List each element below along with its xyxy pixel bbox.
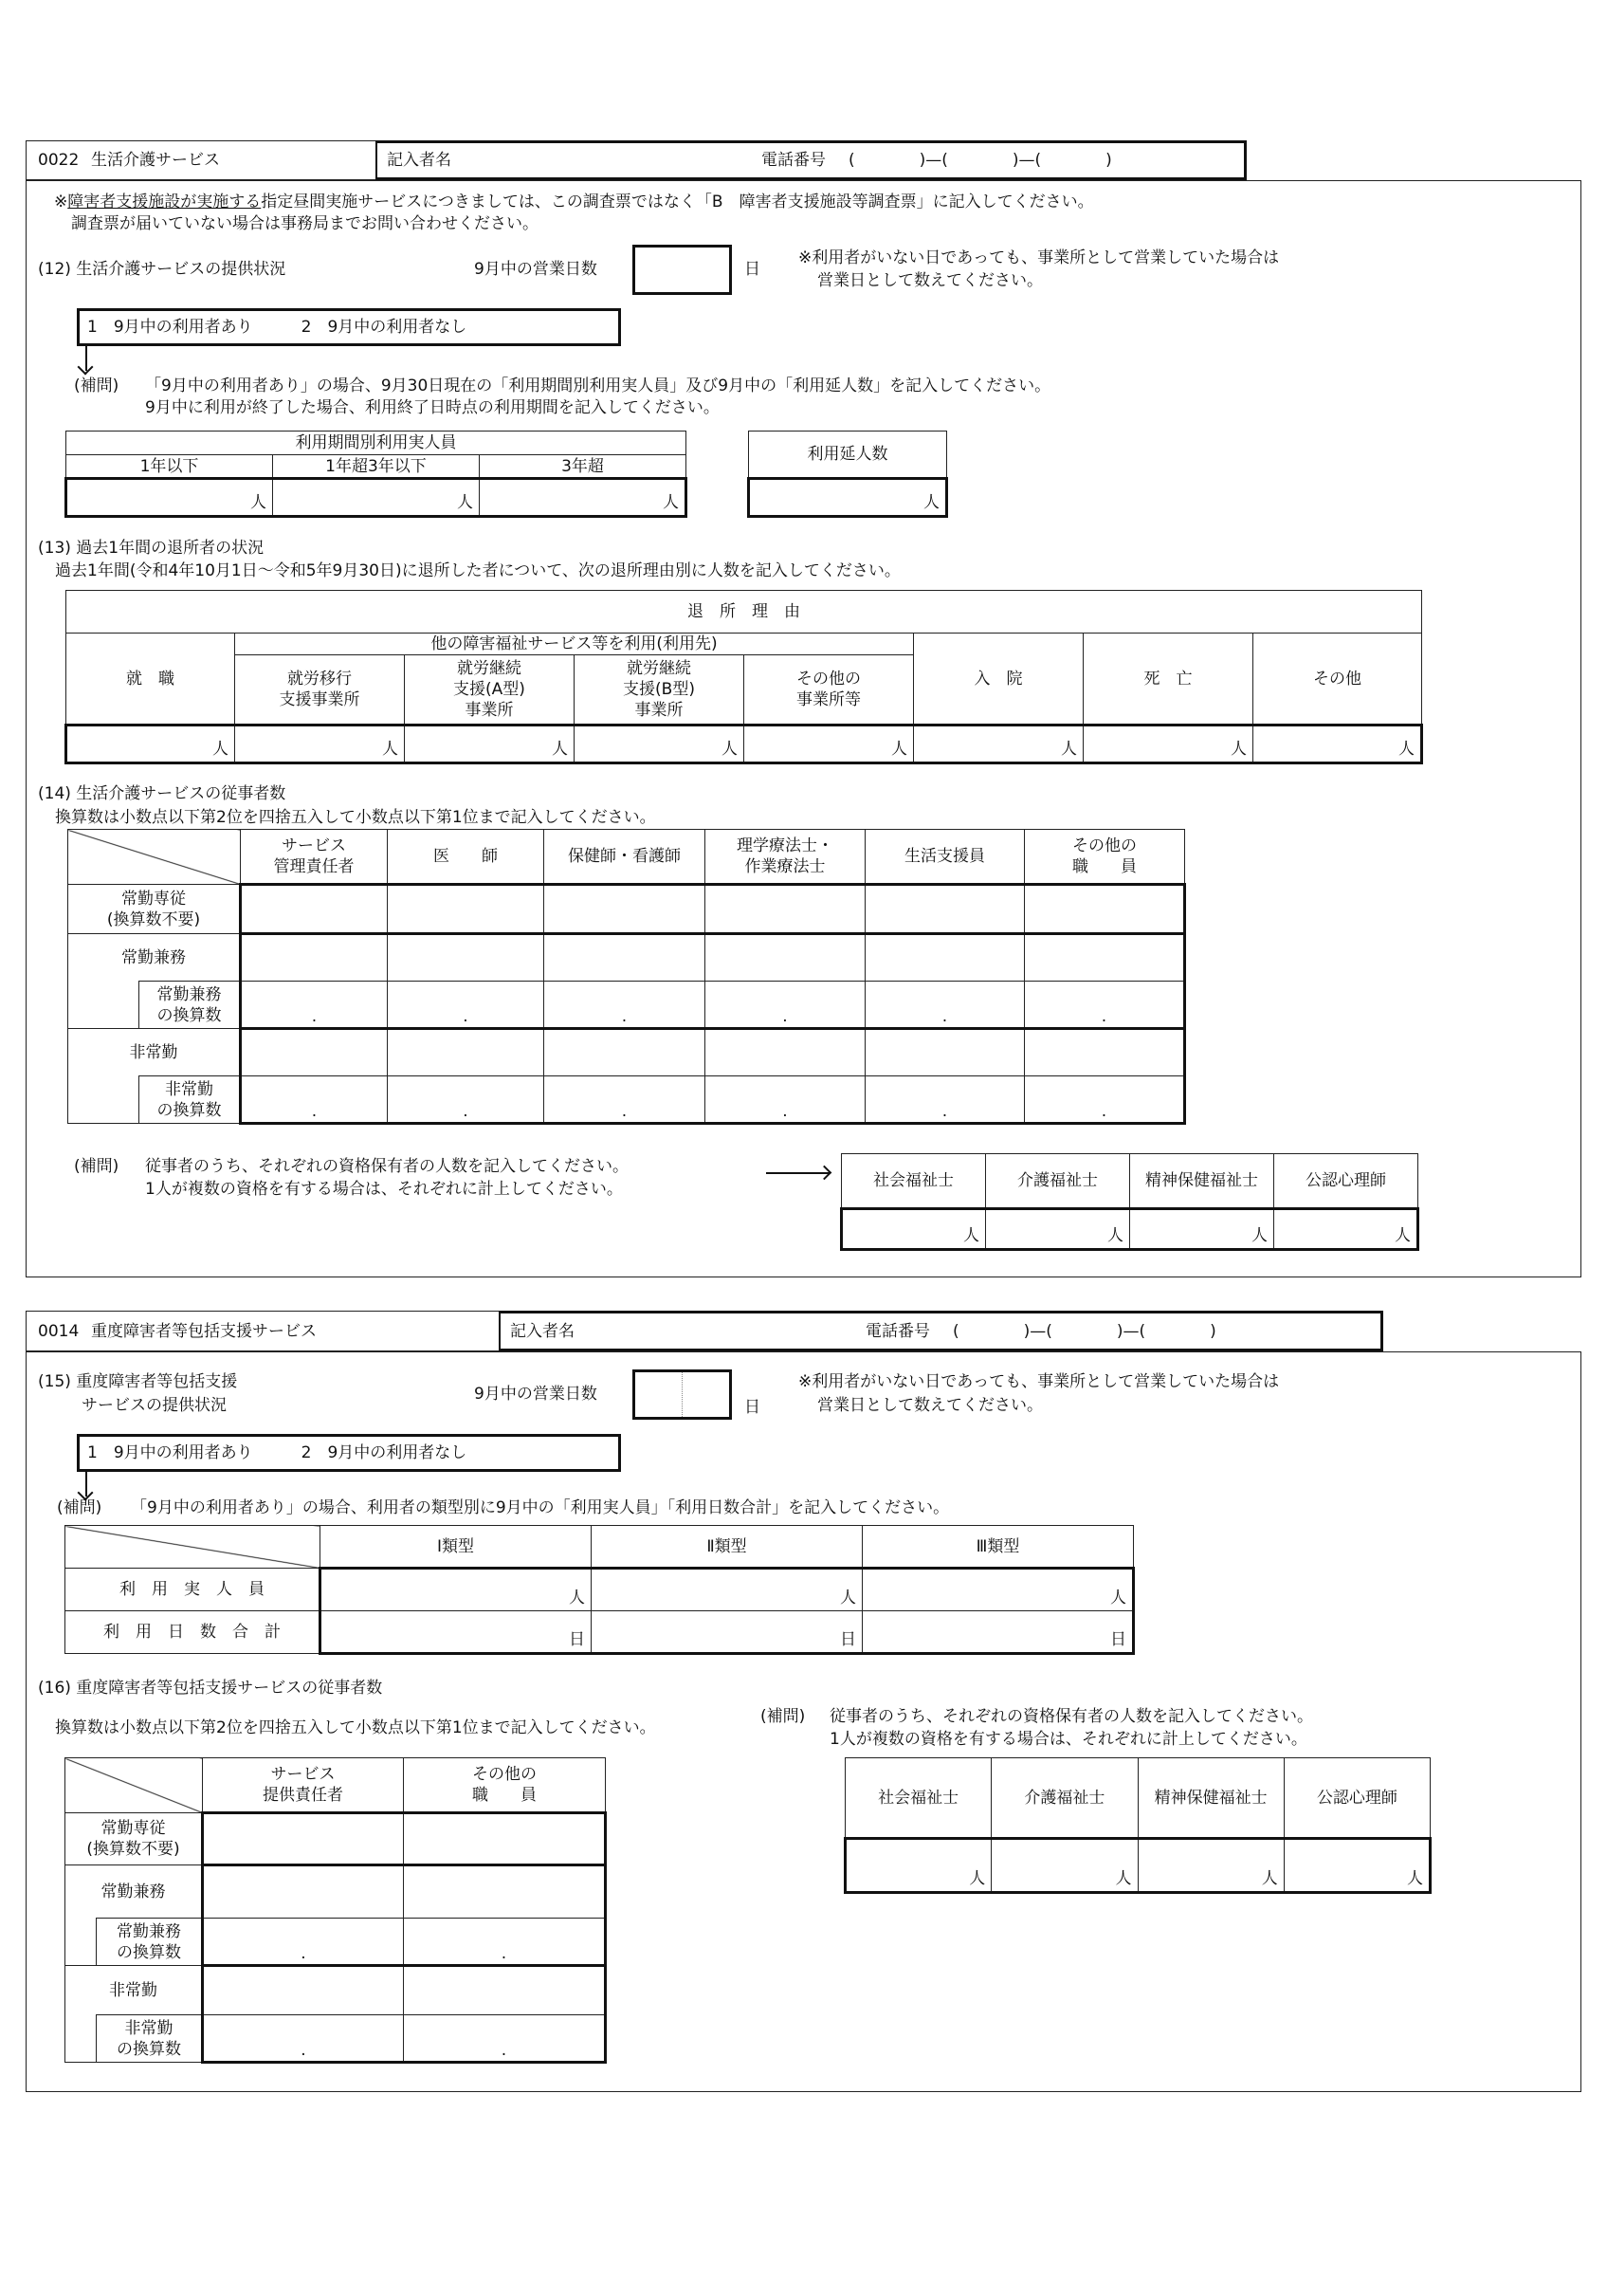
reason-transition	[235, 655, 405, 726]
q15-title-2: サービスの提供状況	[82, 1396, 227, 1415]
leavers-table	[64, 590, 1423, 764]
row-2-mix: 常勤兼務	[65, 1865, 203, 1919]
qual-input-4[interactable]: 人	[1274, 1209, 1418, 1250]
row-part-conv	[139, 1076, 241, 1124]
row-mix-conv-l2: の換算数	[156, 1005, 222, 1025]
phone-2-label: 電話番号	[866, 1322, 930, 1341]
type-col-3: Ⅲ類型	[863, 1526, 1134, 1569]
days-note-1: ※利用者がいない日であっても、事業所として営業していた場合は	[798, 248, 1280, 267]
leavers-input-other-facility[interactable]: 人	[744, 726, 914, 763]
s2-mix-conv-input-2[interactable]: .	[404, 1919, 606, 1966]
row-fulltime-l2: (換算数不要)	[106, 909, 201, 929]
row-part-conv-l1: 非常勤	[165, 1079, 213, 1099]
service-2-name: 重度障害者等包括支援サービス	[91, 1322, 317, 1341]
mix-conv-input-4[interactable]: .	[705, 982, 866, 1029]
period-col-3: 3年超	[480, 455, 686, 479]
part-input-3[interactable]	[544, 1029, 705, 1076]
staff-col-other	[1025, 830, 1185, 885]
staff-col-nurse: 保健師・看護師	[544, 830, 705, 885]
qual-input-1[interactable]: 人	[842, 1209, 986, 1250]
row-mix-conv-l1: 常勤兼務	[156, 984, 222, 1004]
s2-part-conv-input-1[interactable]: .	[203, 2015, 404, 2063]
period-input-1[interactable]: 人	[66, 479, 273, 517]
notice-mark: ※	[54, 193, 68, 211]
period-col-2: 1年超3年以下	[273, 455, 480, 479]
business-days-label: 9月中の営業日数	[474, 260, 597, 279]
reason-other-facility-l2: 事業所等	[796, 690, 861, 709]
reason-type-a	[405, 655, 575, 726]
s2-part-conv-input-2[interactable]: .	[404, 2015, 606, 2063]
row-2-mix-spacer	[65, 1919, 97, 1966]
leavers-input-type-b[interactable]: 人	[575, 726, 744, 763]
staff-col-manager	[241, 830, 388, 885]
phone-2-field[interactable]: ( )—( )—( )	[953, 1322, 1216, 1341]
service-code: 0022	[38, 151, 80, 170]
writer-2-label: 記入者名	[510, 1322, 575, 1341]
staff-2-col-other-l1: その他の	[472, 1765, 537, 1784]
staff-col-manager-l1: サービス	[282, 836, 346, 855]
staff-corner	[68, 830, 241, 885]
period-input-2[interactable]: 人	[273, 479, 480, 517]
part-conv-input-2[interactable]: .	[388, 1076, 544, 1124]
hoju1-label: (補問)	[74, 377, 119, 395]
days-input-3[interactable]: 日	[863, 1611, 1134, 1654]
staff-2-col-other-l2: 職 員	[472, 1786, 537, 1805]
reason-type-b-l2: 支援(B型)	[623, 680, 695, 699]
user-choice-text: 1 9月中の利用者あり 2 9月中の利用者なし	[87, 318, 467, 337]
part-input-1[interactable]	[241, 1029, 388, 1076]
row-2-mix-conv	[97, 1919, 203, 1966]
days-2-note-2: 営業日として数えてください。	[817, 1396, 1043, 1415]
staff-col-therapist	[705, 830, 866, 885]
part-input-4[interactable]	[705, 1029, 866, 1076]
qualification-table	[840, 1153, 1419, 1251]
mix-conv-input-3[interactable]: .	[544, 982, 705, 1029]
row-2-fulltime	[65, 1813, 203, 1865]
s2-mix-conv-input-1[interactable]: .	[203, 1919, 404, 1966]
reason-other: その他	[1253, 634, 1422, 726]
users-input-1[interactable]: 人	[320, 1569, 592, 1611]
business-days-2-label: 9月中の営業日数	[474, 1385, 597, 1404]
q15-title-1: (15) 重度障害者等包括支援	[38, 1372, 238, 1391]
hoju4-line-2: 1人が複数の資格を有する場合は、それぞれに計上してください。	[830, 1730, 1307, 1749]
staff-2-col-manager-l1: サービス	[270, 1765, 336, 1784]
staff-2-corner	[65, 1758, 203, 1813]
qual-col-4: 公認心理師	[1274, 1154, 1418, 1209]
s2-mix-input-1[interactable]	[203, 1865, 404, 1919]
row-users: 利 用 実 人 員	[65, 1569, 320, 1611]
staff-col-therapist-l2: 作業療法士	[744, 857, 826, 876]
reason-transition-l2: 支援事業所	[279, 690, 360, 709]
reason-other-facility	[744, 655, 914, 726]
hoju4-line-1: 従事者のうち、それぞれの資格保有者の人数を記入してください。	[830, 1707, 1313, 1726]
s2-fulltime-input-2[interactable]	[404, 1813, 606, 1865]
leavers-input-other[interactable]: 人	[1253, 726, 1422, 763]
mix-input-2[interactable]	[388, 934, 544, 982]
type-corner	[65, 1526, 320, 1569]
staff-2-col-manager	[203, 1758, 404, 1813]
notice-line-1	[54, 193, 1094, 211]
qual-col-2: 介護福祉士	[986, 1154, 1130, 1209]
fulltime-input-2[interactable]	[388, 885, 544, 934]
qual-col-1: 社会福祉士	[842, 1154, 986, 1209]
other-service-header: 他の障害福祉サービス等を利用(利用先)	[235, 634, 914, 655]
hoju1-line-2: 9月中に利用が終了した場合、利用終了日時点の利用期間を記入してください。	[145, 398, 720, 417]
down-arrow-icon	[85, 346, 87, 371]
days-note-2: 営業日として数えてください。	[817, 271, 1043, 290]
row-2-fulltime-l1: 常勤専従	[100, 1819, 166, 1838]
qual-2-input-3[interactable]: 人	[1138, 1839, 1284, 1893]
part-input-6[interactable]	[1025, 1029, 1185, 1076]
phone-label: 電話番号	[761, 151, 826, 170]
notice-underlined: 障害者支援施設が実施する	[67, 193, 262, 211]
hoju2-line-2: 1人が複数の資格を有する場合は、それぞれに計上してください。	[145, 1180, 623, 1199]
fulltime-input-1[interactable]	[241, 885, 388, 934]
business-days-2-divider	[682, 1372, 683, 1417]
fulltime-input-4[interactable]	[705, 885, 866, 934]
mix-input-4[interactable]	[705, 934, 866, 982]
hoju2-label: (補問)	[74, 1157, 119, 1176]
row-fulltime	[68, 885, 241, 934]
hoju3-label: (補問)	[57, 1498, 102, 1517]
fulltime-input-3[interactable]	[544, 885, 705, 934]
reason-type-a-l1: 就労継続	[457, 659, 521, 678]
row-2-part-conv	[97, 2015, 203, 2063]
q12-title: (12) 生活介護サービスの提供状況	[38, 260, 286, 279]
hoju4-label: (補問)	[760, 1707, 806, 1726]
row-fulltime-mix: 常勤兼務	[68, 934, 241, 982]
q14-desc: 換算数は小数点以下第2位を四捨五入して小数点以下第1位まで記入してください。	[55, 808, 656, 827]
staff-table	[67, 829, 1186, 1125]
row-2-mix-conv-l2: の換算数	[117, 1942, 181, 1962]
qual-2-col-4: 公認心理師	[1284, 1758, 1430, 1839]
row-2-part-spacer	[65, 2015, 97, 2063]
mix-input-6[interactable]	[1025, 934, 1185, 982]
qual-2-input-1[interactable]: 人	[846, 1839, 992, 1893]
staff-2-col-other	[404, 1758, 606, 1813]
mix-input-3[interactable]	[544, 934, 705, 982]
leavers-input-type-a[interactable]: 人	[405, 726, 575, 763]
part-conv-input-6[interactable]: .	[1025, 1076, 1185, 1124]
s2-part-input-2[interactable]	[404, 1966, 606, 2015]
leavers-input-employment[interactable]: 人	[66, 726, 235, 763]
staff-col-other-l1: その他の	[1072, 836, 1137, 855]
reason-type-a-l3: 事業所	[465, 701, 514, 720]
reason-type-a-l2: 支援(A型)	[453, 680, 525, 699]
qual-input-2[interactable]: 人	[986, 1209, 1130, 1250]
days-input-2[interactable]: 日	[592, 1611, 863, 1654]
row-part-conv-l2: の換算数	[156, 1100, 222, 1120]
part-input-2[interactable]	[388, 1029, 544, 1076]
reason-header: 退 所 理 由	[66, 591, 1422, 634]
row-part-spacer	[68, 1076, 139, 1124]
mix-conv-input-5[interactable]: .	[866, 982, 1025, 1029]
q16-desc: 換算数は小数点以下第2位を四捨五入して小数点以下第1位まで記入してください。	[55, 1718, 656, 1737]
qual-2-col-1: 社会福祉士	[846, 1758, 992, 1839]
hoju2-line-1: 従事者のうち、それぞれの資格保有者の人数を記入してください。	[145, 1157, 629, 1176]
row-fulltime-l1: 常勤専従	[121, 889, 186, 909]
user-choice-2-text: 1 9月中の利用者あり 2 9月中の利用者なし	[87, 1443, 467, 1462]
service-name: 生活介護サービス	[91, 151, 220, 170]
notice-rest: 指定昼間実施サービスにつきましては、この調査票ではなく「B 障害者支援施設等調査票」に記入してください。	[261, 193, 1094, 211]
total-users-input[interactable]: 人	[749, 479, 947, 517]
down-arrow-2-icon	[85, 1472, 87, 1497]
staff-col-support: 生活支援員	[866, 830, 1025, 885]
row-days: 利 用 日 数 合 計	[65, 1611, 320, 1654]
row-2-part-conv-l1: 非常勤	[124, 2018, 173, 2038]
qual-2-input-4[interactable]: 人	[1284, 1839, 1430, 1893]
mix-input-1[interactable]	[241, 934, 388, 982]
row-parttime: 非常勤	[68, 1029, 241, 1076]
q16-title: (16) 重度障害者等包括支援サービスの従事者数	[38, 1679, 383, 1698]
mix-input-5[interactable]	[866, 934, 1025, 982]
q13-desc: 過去1年間(令和4年10月1日～令和5年9月30日)に退所した者について、次の退所理由別に人数を記入してください。	[55, 561, 901, 580]
writer-label: 記入者名	[387, 151, 451, 170]
staff-col-therapist-l1: 理学療法士・	[737, 836, 833, 855]
mix-conv-input-1[interactable]: .	[241, 982, 388, 1029]
hoju3-line: 「9月中の利用者あり」の場合、利用者の類型別に9月中の「利用実人員」「利用日数合計」を記入してください。	[131, 1498, 950, 1517]
row-mix-spacer	[68, 982, 139, 1029]
fulltime-input-5[interactable]	[866, 885, 1025, 934]
qualification-2-table	[844, 1757, 1432, 1894]
users-input-3[interactable]: 人	[863, 1569, 1134, 1611]
q13-title: (13) 過去1年間の退所者の状況	[38, 539, 265, 558]
type-table	[64, 1525, 1135, 1655]
days-2-note-1: ※利用者がいない日であっても、事業所として営業していた場合は	[798, 1372, 1280, 1391]
writer-2-name-field[interactable]	[588, 1314, 853, 1347]
row-mix-conv	[139, 982, 241, 1029]
s2-fulltime-input-1[interactable]	[203, 1813, 404, 1865]
qual-input-3[interactable]: 人	[1130, 1209, 1274, 1250]
notice-line-2: 調査票が届いていない場合は事務局までお問い合わせください。	[71, 214, 539, 233]
part-conv-input-4[interactable]: .	[705, 1076, 866, 1124]
type-col-1: Ⅰ類型	[320, 1526, 592, 1569]
days-input-1[interactable]: 日	[320, 1611, 592, 1654]
fulltime-input-6[interactable]	[1025, 885, 1185, 934]
leavers-input-hospital[interactable]: 人	[914, 726, 1084, 763]
service-2-code: 0014	[38, 1322, 80, 1341]
business-days-input[interactable]	[632, 245, 732, 295]
qual-2-col-3: 精神保健福祉士	[1138, 1758, 1284, 1839]
reason-transition-l1: 就労移行	[287, 670, 352, 689]
day-unit: 日	[744, 260, 760, 279]
reason-type-b-l3: 事業所	[634, 701, 684, 720]
staff-2-table	[64, 1757, 607, 2064]
staff-col-other-l2: 職 員	[1072, 857, 1137, 876]
reason-type-b	[575, 655, 744, 726]
reason-employment: 就 職	[66, 634, 235, 726]
period-input-3[interactable]: 人	[480, 479, 686, 517]
users-input-2[interactable]: 人	[592, 1569, 863, 1611]
reason-other-facility-l1: その他の	[796, 670, 861, 689]
type-col-2: Ⅱ類型	[592, 1526, 863, 1569]
row-2-part-conv-l2: の換算数	[117, 2039, 181, 2059]
qual-2-input-2[interactable]: 人	[992, 1839, 1138, 1893]
staff-col-manager-l2: 管理責任者	[273, 857, 355, 876]
s2-mix-input-2[interactable]	[404, 1865, 606, 1919]
s2-part-input-1[interactable]	[203, 1966, 404, 2015]
qual-col-3: 精神保健福祉士	[1130, 1154, 1274, 1209]
staff-2-col-manager-l2: 提供責任者	[263, 1786, 343, 1805]
total-users-table	[747, 431, 948, 518]
mix-conv-input-6[interactable]: .	[1025, 982, 1185, 1029]
total-users-label: 利用延人数	[749, 432, 947, 479]
row-2-mix-conv-l1: 常勤兼務	[117, 1921, 181, 1941]
mix-conv-input-2[interactable]: .	[388, 982, 544, 1029]
reason-type-b-l1: 就労継続	[627, 659, 691, 678]
part-conv-input-1[interactable]: .	[241, 1076, 388, 1124]
day-2-unit: 日	[744, 1398, 760, 1417]
qual-2-col-2: 介護福祉士	[992, 1758, 1138, 1839]
staff-col-doctor: 医 師	[388, 830, 544, 885]
writer-name-field[interactable]	[465, 144, 749, 176]
phone-field[interactable]: ( )—( )—( )	[849, 151, 1112, 170]
period-col-1: 1年以下	[66, 455, 273, 479]
part-conv-input-3[interactable]: .	[544, 1076, 705, 1124]
leavers-input-death[interactable]: 人	[1084, 726, 1253, 763]
part-input-5[interactable]	[866, 1029, 1025, 1076]
leavers-input-transition[interactable]: 人	[235, 726, 405, 763]
row-2-fulltime-l2: (換算数不要)	[86, 1840, 180, 1859]
reason-death: 死 亡	[1084, 634, 1253, 726]
row-2-parttime: 非常勤	[65, 1966, 203, 2015]
q14-title: (14) 生活介護サービスの従事者数	[38, 784, 286, 803]
reason-hospital: 入 院	[914, 634, 1084, 726]
period-table	[64, 431, 687, 518]
part-conv-input-5[interactable]: .	[866, 1076, 1025, 1124]
hoju1-line-1: 「9月中の利用者あり」の場合、9月30日現在の「利用期間別利用実人員」及び9月中の「利用延人数」を記入してください。	[145, 377, 1051, 395]
period-title: 利用期間別利用実人員	[66, 432, 686, 455]
